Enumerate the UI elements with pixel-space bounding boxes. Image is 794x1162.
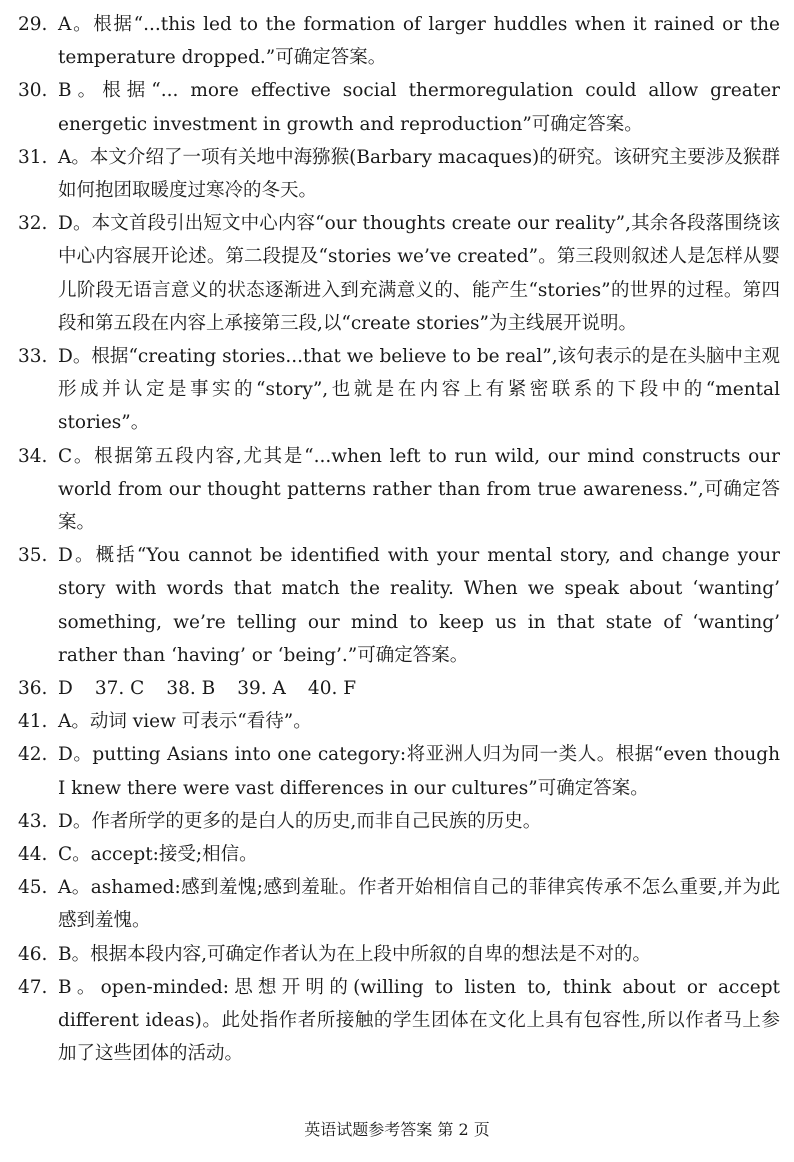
answer-number: 38.	[166, 678, 196, 700]
answer-item-46	[18, 938, 780, 971]
item-explanation: D。根据“creating stories...that we believe to be real”,该句表示的是在头脑中主观形成并认定是事实的“story”,也就是在内容上有紧密联系的下段中的“mental stories”。	[58, 346, 780, 434]
item-number: 32.	[18, 213, 48, 235]
answer-letter: F	[343, 678, 357, 700]
answer-item-33	[18, 340, 780, 440]
item-number: 47.	[18, 976, 48, 998]
answer-item-34	[18, 440, 780, 540]
answer-number: 40.	[307, 678, 338, 700]
answer-letter: B	[201, 678, 216, 700]
item-explanation: C。accept:接受;相信。	[58, 844, 258, 866]
item-explanation: A。ashamed:感到羞愧;感到羞耻。作者开始相信自己的菲律宾传承不怎么重要,并为此感到羞愧。	[58, 877, 780, 932]
item-number: 29.	[18, 14, 48, 35]
page-footer: 英语试题参考答案 第 2 页	[304, 1120, 490, 1139]
item-number: 41.	[18, 711, 48, 733]
answer-item-44	[18, 838, 780, 871]
item-explanation: C。根据第五段内容,尤其是“...when left to run wild, our mind constructs our world from our thought patterns rather than from true awareness.”,可确定答案。	[58, 445, 780, 534]
item-explanation: D。putting Asians into one category:将亚洲人归为同一类人。根据“even though I knew there were vast differences in our cultures”可确定答案。	[58, 744, 780, 799]
answer-39	[237, 672, 286, 705]
answer-item-35	[18, 539, 780, 672]
item-explanation: D。作者所学的更多的是白人的历史,而非自己民族的历史。	[58, 810, 542, 832]
item-explanation: D。概括“You cannot be identified with your mental story, and change your story with words that match the reality. When we speak about ‘wanting’ something, we’re telling our mind to keep us in that state of ‘wanting’ rather than ‘having’ or ‘being’.”可确定答案。	[58, 545, 780, 666]
answer-item-43	[18, 805, 780, 838]
answer-number: 37.	[94, 678, 125, 700]
answer-item-29	[18, 8, 780, 74]
answer-item-31	[18, 141, 780, 207]
answer-38	[166, 672, 215, 705]
item-explanation: A。本文介绍了一项有关地中海猕猴(Barbary macaques)的研究。该研究主要涉及猴群如何抱团取暖度过寒冷的冬天。	[58, 146, 780, 202]
item-explanation: B。根据“... more effective social thermoregulation could allow greater energetic investment in growth and reproduction”可确定答案。	[58, 80, 780, 135]
answer-item-30	[18, 74, 780, 140]
answer-item-42	[18, 738, 780, 804]
item-number: 45.	[18, 877, 48, 899]
answer-item-45	[18, 871, 780, 937]
answer-number: 39.	[237, 678, 267, 700]
item-explanation: A。动词 view 可表示“看待”。	[58, 711, 312, 733]
answer-item-47	[18, 971, 780, 1071]
item-explanation: B。根据本段内容,可确定作者认为在上段中所叙的自卑的想法是不对的。	[58, 943, 651, 965]
item-number: 42.	[18, 744, 48, 766]
item-number: 30.	[18, 80, 48, 102]
item-number: 43.	[18, 810, 48, 832]
answer-37	[95, 672, 144, 705]
answer-letter: A	[272, 678, 286, 700]
item-number: 31.	[18, 146, 48, 168]
item-number: 36.	[18, 678, 48, 700]
answer-row-36-40	[18, 672, 780, 705]
item-number: 34.	[18, 445, 48, 467]
item-number: 46.	[18, 943, 48, 965]
item-number: 44.	[18, 844, 48, 866]
item-explanation: D。本文首段引出短文中心内容“our thoughts create our reality”,其余各段落围绕该中心内容展开论述。第二段提及“stories we’ve created”。第三段则叙述人是怎样从婴儿阶段无语言意义的状态逐渐进入到充满意义的、能产生“stories”的世界的过程。第四段和第五段在内容上承接第三段,以“create stories”为主线展开说明。	[58, 213, 780, 334]
answer-letter: D	[58, 678, 73, 700]
item-explanation: B。open-minded:思想开明的(willing to listen to, think about or accept different ideas)。此处指作者所接触的学生团体在文化上具有包容性,所以作者马上参加了这些团体的活动。	[58, 976, 780, 1065]
item-explanation: A。根据“...this led to the formation of larger huddles when it rained or the temperature dropped.”可确定答案。	[58, 14, 780, 69]
answer-letter: C	[130, 678, 145, 700]
answer-40	[308, 672, 356, 705]
answer-36	[58, 672, 73, 705]
item-number: 33.	[18, 346, 48, 368]
answer-item-41	[18, 705, 780, 738]
item-number: 35.	[18, 545, 48, 567]
answer-item-32	[18, 207, 780, 340]
